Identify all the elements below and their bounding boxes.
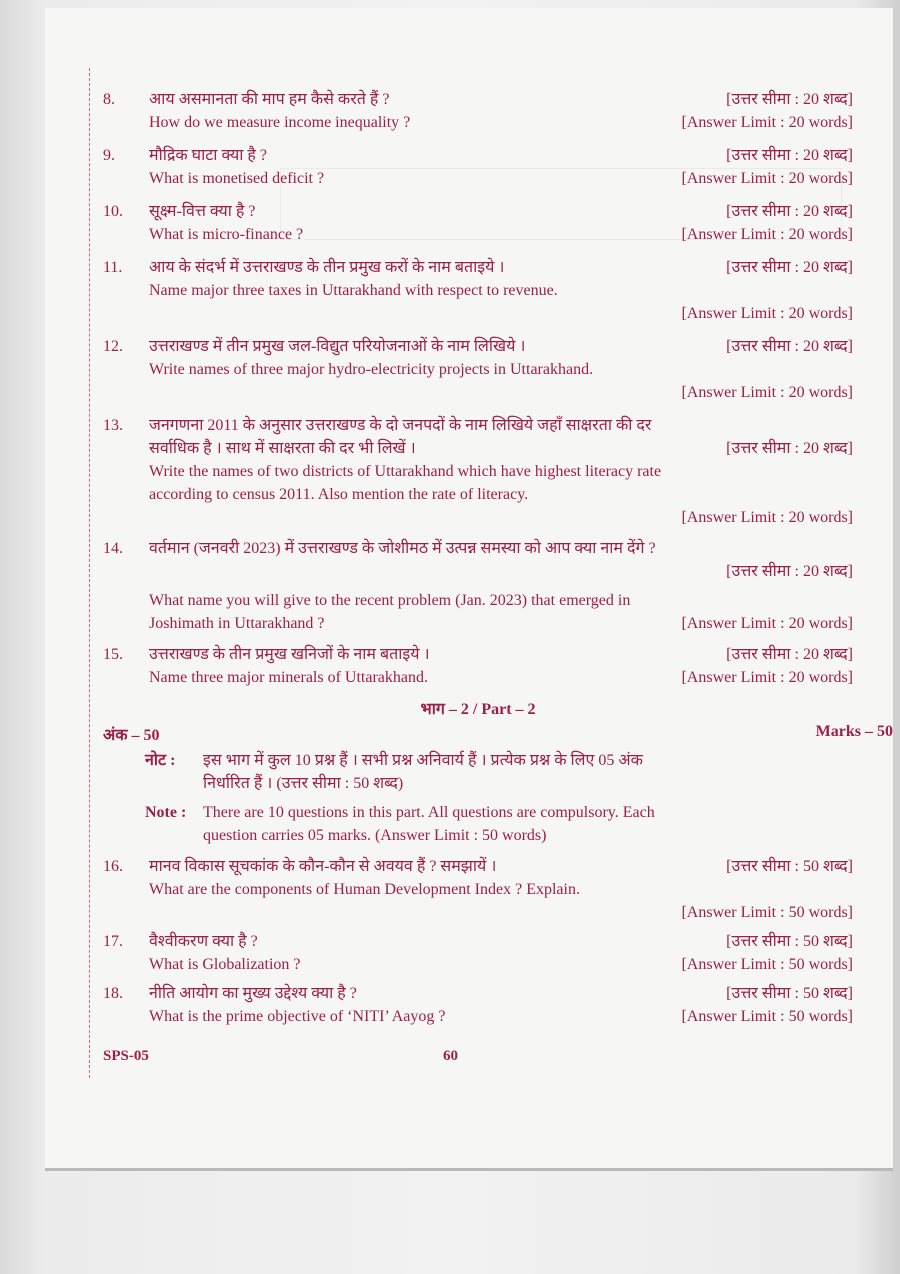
question-text-english: Write the names of two districts of Uttarakhand which have highest literacy rate <box>149 463 662 480</box>
word-limit-hindi: [उत्तर सीमा : 20 शब्द] <box>726 440 853 457</box>
paper-code: SPS-05 <box>103 1048 149 1064</box>
question-number: 18. <box>103 985 123 1002</box>
note-text-english: There are 10 questions in this part. All questions are compulsory. Each <box>203 804 655 821</box>
question-number: 15. <box>103 646 123 663</box>
question-12 <box>103 335 853 404</box>
question-number: 17. <box>103 933 123 950</box>
question-text-english: What is micro-finance ? <box>149 226 304 243</box>
question-8 <box>103 88 853 134</box>
question-9 <box>103 144 853 190</box>
question-text-english: How do we measure income inequality ? <box>149 114 411 131</box>
word-limit-english: [Answer Limit : 20 words] <box>681 669 853 686</box>
marks-hindi: अंक – 50 <box>103 727 160 744</box>
question-text-english: Write names of three major hydro-electricity projects in Uttarakhand. <box>149 361 594 378</box>
part-title: भाग – 2 / Part – 2 <box>420 701 536 718</box>
word-limit-english: [Answer Limit : 50 words] <box>681 956 853 973</box>
question-11 <box>103 256 853 325</box>
word-limit-english: [Answer Limit : 20 words] <box>681 509 853 526</box>
word-limit-english: [Answer Limit : 20 words] <box>681 615 853 632</box>
word-limit-english: [Answer Limit : 20 words] <box>681 170 853 187</box>
question-10 <box>103 200 853 246</box>
question-text-hindi: उत्तराखण्ड के तीन प्रमुख खनिजों के नाम बताइये । <box>149 646 430 663</box>
word-limit-hindi: [उत्तर सीमा : 20 शब्द] <box>726 91 853 108</box>
note-text-hindi: इस भाग में कुल 10 प्रश्न हैं । सभी प्रश्न अनिवार्य हैं । प्रत्येक प्रश्न के लिए 05 अंक <box>203 752 643 769</box>
question-13 <box>103 414 853 529</box>
question-16 <box>103 855 853 924</box>
word-limit-hindi: [उत्तर सीमा : 20 शब्द] <box>726 147 853 164</box>
question-text-english: Name major three taxes in Uttarakhand with respect to revenue. <box>149 282 558 299</box>
word-limit-hindi: [उत्तर सीमा : 50 शब्द] <box>726 858 853 875</box>
marks-row <box>103 723 893 745</box>
word-limit-hindi: [उत्तर सीमा : 20 शब्द] <box>726 563 853 580</box>
question-17 <box>103 930 853 976</box>
word-limit-hindi: [उत्तर सीमा : 20 शब्द] <box>726 646 853 663</box>
word-limit-english: [Answer Limit : 50 words] <box>681 1008 853 1025</box>
question-text-hindi: वर्तमान (जनवरी 2023) में उत्तराखण्ड के जोशीमठ में उत्पन्न समस्या को आप क्या नाम देंगे ? <box>149 540 656 557</box>
word-limit-english: [Answer Limit : 20 words] <box>681 305 853 322</box>
question-text-hindi: मौद्रिक घाटा क्या है ? <box>149 147 268 164</box>
note-hindi <box>103 749 853 795</box>
page-footer <box>103 1048 803 1065</box>
word-limit-hindi: [उत्तर सीमा : 20 शब्द] <box>726 203 853 220</box>
question-number: 9. <box>103 147 115 164</box>
question-text-hindi: नीति आयोग का मुख्य उद्देश्य क्या है ? <box>149 985 357 1002</box>
question-number: 8. <box>103 91 115 108</box>
question-text-english: What are the components of Human Development Index ? Explain. <box>149 881 580 898</box>
question-text-english: What name you will give to the recent problem (Jan. 2023) that emerged in <box>149 592 631 609</box>
exam-page <box>45 8 893 1168</box>
cut-line <box>89 68 90 1078</box>
question-text-hindi: वैश्वीकरण क्या है ? <box>149 933 258 950</box>
note-english <box>103 801 853 847</box>
question-number: 14. <box>103 540 123 557</box>
note-text-hindi-cont: निर्धारित हैं । (उत्तर सीमा : 50 शब्द) <box>203 775 404 792</box>
question-number: 13. <box>103 417 123 434</box>
question-text-english: What is monetised deficit ? <box>149 170 325 187</box>
question-text-english-cont: Joshimath in Uttarakhand ? <box>149 615 325 632</box>
question-number: 10. <box>103 203 123 220</box>
note-label-english: Note : <box>145 804 187 821</box>
page-number: 60 <box>443 1048 458 1064</box>
question-text-hindi: आय असमानता की माप हम कैसे करते हैं ? <box>149 91 390 108</box>
word-limit-hindi: [उत्तर सीमा : 50 शब्द] <box>726 933 853 950</box>
question-text-english-cont: according to census 2011. Also mention the rate of literacy. <box>149 486 529 503</box>
word-limit-english: [Answer Limit : 20 words] <box>681 226 853 243</box>
word-limit-hindi: [उत्तर सीमा : 50 शब्द] <box>726 985 853 1002</box>
question-text-hindi: सूक्ष्म-वित्त क्या है ? <box>149 203 256 220</box>
question-text-hindi-cont: सर्वाधिक है । साथ में साक्षरता की दर भी लिखें । <box>149 440 416 457</box>
question-text-english: Name three major minerals of Uttarakhand. <box>149 669 428 686</box>
question-text-hindi: उत्तराखण्ड में तीन प्रमुख जल-विद्युत परियोजनाओं के नाम लिखिये । <box>149 338 526 355</box>
word-limit-english: [Answer Limit : 20 words] <box>681 114 853 131</box>
question-18 <box>103 982 853 1028</box>
question-number: 16. <box>103 858 123 875</box>
question-text-hindi: जनगणना 2011 के अनुसार उत्तराखण्ड के दो जनपदों के नाम लिखिये जहाँ साक्षरता की दर <box>149 417 652 434</box>
question-number: 12. <box>103 338 123 355</box>
word-limit-hindi: [उत्तर सीमा : 20 शब्द] <box>726 338 853 355</box>
question-number: 11. <box>103 259 123 276</box>
page-content <box>103 88 893 1034</box>
word-limit-english: [Answer Limit : 20 words] <box>681 384 853 401</box>
question-text-hindi: मानव विकास सूचकांक के कौन-कौन से अवयव हैं ? समझायें । <box>149 858 497 875</box>
question-text-english: What is the prime objective of ‘NITI’ Aayog ? <box>149 1008 446 1025</box>
word-limit-english: [Answer Limit : 50 words] <box>681 904 853 921</box>
word-limit-hindi: [उत्तर सीमा : 20 शब्द] <box>726 259 853 276</box>
question-15 <box>103 643 853 689</box>
question-14 <box>103 537 853 635</box>
question-text-hindi: आय के संदर्भ में उत्तराखण्ड के तीन प्रमुख करों के नाम बताइये । <box>149 259 505 276</box>
question-text-english: What is Globalization ? <box>149 956 301 973</box>
marks-english: Marks – 50 <box>815 723 893 740</box>
note-text-english-cont: question carries 05 marks. (Answer Limit : 50 words) <box>203 827 547 844</box>
note-label-hindi: नोट : <box>145 752 176 769</box>
